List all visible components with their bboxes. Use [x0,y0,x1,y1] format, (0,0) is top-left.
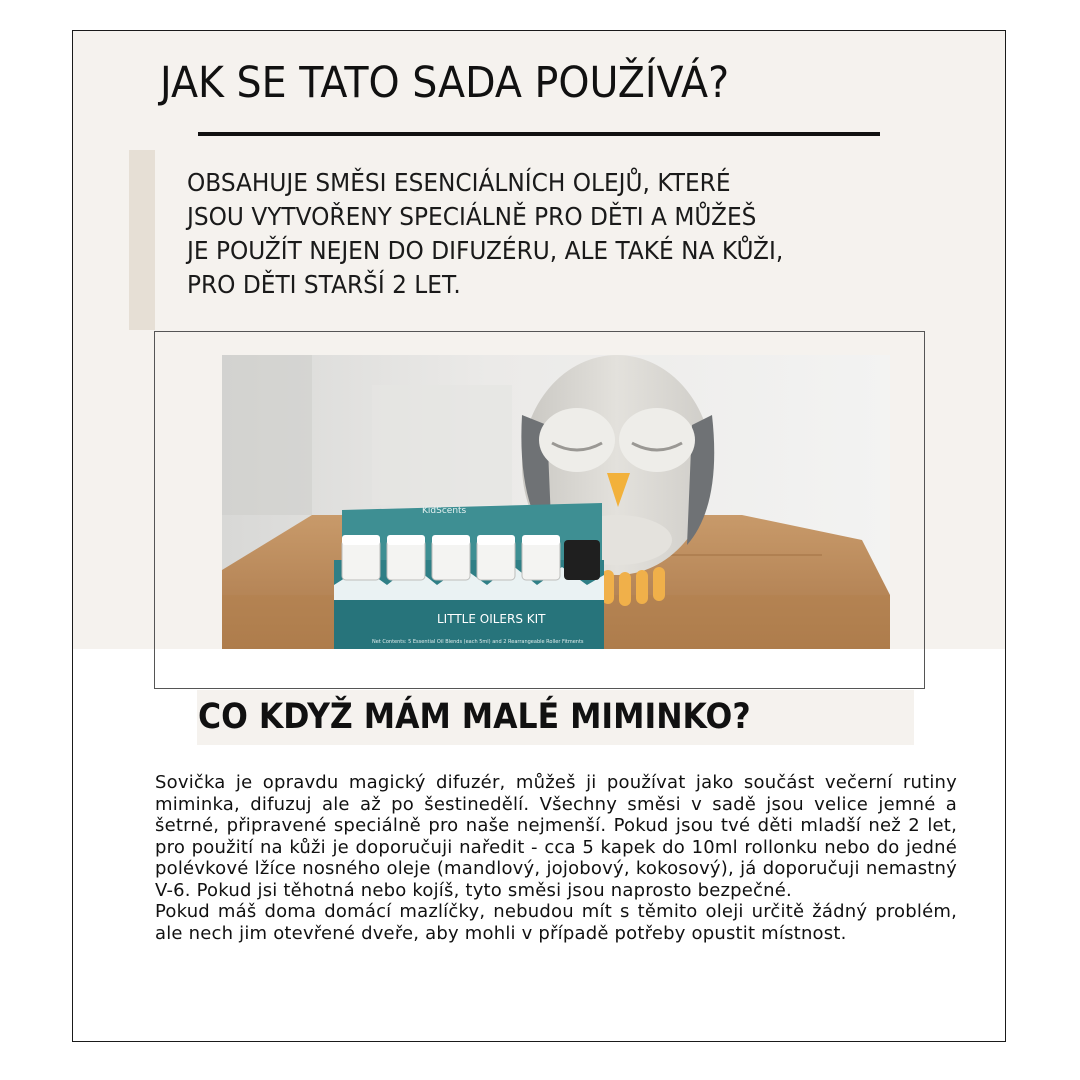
box-small-text: Net Contents: 5 Essential Oil Blends (each 5ml) and 2 Rearrangeable Roller Fitments [372,639,584,645]
intro-text: OBSAHUJE SMĚSI ESENCIÁLNÍCH OLEJŮ, KTERÉ JSOU VYTVOŘENY SPECIÁLNĚ PRO DĚTI A MŮŽEŠ JE POUŽÍT NEJEN DO DIFUZÉRU, ALE TAKÉ NA KŮŽI, PRO DĚTI STARŠÍ 2 LET. [187,168,784,299]
body-paragraph: Sovička je opravdu magický difuzér, můžeš ji používat jako součást večerní rutiny miminka, difuzuj ale až po šestinedělí. Všechny směsi v sadě jsou velice jemné a šetrné, připravené speciálně pro naše nejmenší. Pokud jsou tvé děti mladší než 2 let, pro použití na kůži je doporučuji naředit - cca 5 kapek do 10ml rollonku nebo do jedné polévkové lžíce nosného oleje (mandlový, jojobový, kokosový), já doporučuji nemastný V-6. Pokud jsi těhotná nebo kojíš, tyto směsi jsou naprosto bezpečné. [155,772,957,901]
body-paragraph: Pokud máš doma domácí mazlíčky, nebudou mít s těmito oleji určitě žádný problém, ale nech jim otevřené dveře, aby mohli v případě potřeby opustit místnost. [155,901,957,944]
page-title: JAK SE TATO SADA POUŽÍVÁ? [160,58,730,108]
body-text [155,772,957,944]
box-brand: KidScents [422,506,467,516]
title-underline [198,132,880,136]
accent-bar [129,150,155,330]
section-subtitle: CO KDYŽ MÁM MALÉ MIMINKO? [198,697,751,737]
owl-diffuser-and-oil-kit-photo [222,355,890,649]
box-label: LITTLE OILERS KIT [437,612,546,626]
